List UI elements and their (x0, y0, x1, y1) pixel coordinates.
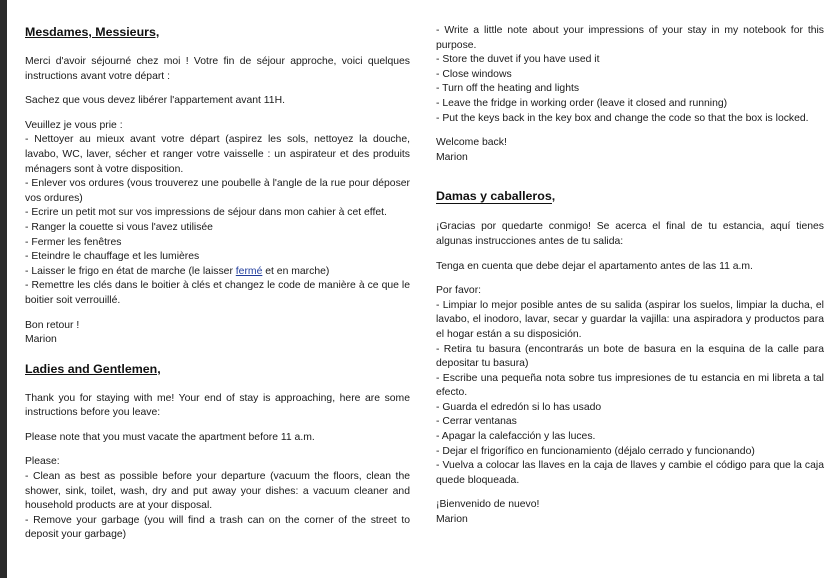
english-signature: Marion (436, 151, 468, 163)
english-heading: Ladies and Gentlemen, (25, 361, 161, 376)
list-item: - Fermer les fenêtres (25, 236, 122, 248)
list-item: - Store the duvet if you have used it (436, 54, 600, 66)
french-closing: Bon retour ! (25, 319, 80, 331)
list-item: - Remove your garbage (you will find a trash can on the corner of the street to deposit your garbage) (25, 514, 410, 541)
french-heading: Mesdames, Messieurs, (25, 25, 160, 39)
list-item: - Escribe una pequeña nota sobre tus impresiones de tu estancia en mi libreta a tal efecto. (436, 372, 824, 399)
list-item: - Close windows (436, 68, 512, 80)
list-item: - Ranger la couette si vous l'avez utilisée (25, 221, 213, 233)
page-edge-bar (0, 0, 7, 578)
fridge-text-before: - Laisser le frigo en état de marche (le laisser (25, 265, 236, 277)
list-item: - Turn off the heating and lights (436, 83, 580, 95)
french-signature: Marion (25, 334, 57, 346)
spanish-instructions (436, 284, 824, 488)
list-item: - Clean as best as possible before your departure (vacuum the floors, clean the shower, sink, toilet, wash, dry and put away your dishes: a vacuum cleaner and household products are at your disposal. (25, 471, 410, 512)
french-please: Veuillez je vous prie : (25, 119, 123, 131)
list-item: - Write a little note about your impressions of your stay in my notebook for this purpose. (436, 25, 824, 51)
spanish-please: Por favor: (436, 285, 482, 297)
english-vacate: Please note that you must vacate the apartment before 11 a.m. (25, 431, 315, 443)
list-item: - Eteindre le chauffage et les lumières (25, 251, 200, 263)
spanish-intro: ¡Gracias por quedarte conmigo! Se acerca el final de tu estancia, aquí tienes algunas instrucciones antes de tu salida: (436, 221, 824, 247)
list-item: - Limpiar lo mejor posible antes de su salida (aspirar los suelos, limpiar la ducha, el lavabo, el inodoro, lavar, secar y guardar la vajilla: una aspiradora y productos para el hogar están a su disposición. (436, 299, 824, 340)
spanish-heading-comma: , (551, 189, 556, 204)
english-instructions-right (436, 24, 824, 126)
list-item: - Dejar el frigorífico en funcionamiento (déjalo cerrado y funcionando) (436, 445, 755, 457)
ferme-link[interactable]: fermé (235, 265, 263, 277)
list-item: - Vuelva a colocar las llaves en la caja de llaves y cambie el código para que la caja quede bloqueada. (436, 460, 824, 486)
english-intro: Thank you for staying with me! Your end of stay is approaching, here are some instructions before you leave: (25, 392, 410, 419)
list-item: - Nettoyer au mieux avant votre départ (aspirez les sols, nettoyez la douche, lavabo, WC, laver, sécher et ranger votre vaisselle : un aspirateur et des produits ménagers sont à votre disposition. (25, 134, 410, 175)
english-closing: Welcome back! (436, 137, 507, 149)
french-instructions (25, 119, 410, 309)
english-instructions-left (25, 455, 410, 543)
list-item: - Cerrar ventanas (436, 416, 517, 428)
right-column (436, 24, 824, 528)
spanish-closing: ¡Bienvenido de nuevo! (436, 499, 540, 511)
fridge-text-after: et en marche) (262, 265, 330, 277)
list-item: - Guarda el edredón si lo has usado (436, 401, 602, 413)
french-vacate: Sachez que vous devez libérer l'appartement avant 11H. (25, 95, 285, 107)
spanish-vacate: Tenga en cuenta que debe dejar el apartamento antes de las 11 a.m. (436, 260, 753, 272)
english-please: Please: (25, 456, 60, 468)
french-intro: Merci d'avoir séjourné chez moi ! Votre fin de séjour approche, voici quelques instructions avant votre départ : (25, 56, 410, 82)
list-item: - Put the keys back in the key box and change the code so that the box is locked. (436, 112, 809, 124)
list-item: - Enlever vos ordures (vous trouverez une poubelle à l'angle de la rue pour déposer vos ordures) (25, 178, 410, 204)
left-column (25, 24, 410, 553)
spanish-signature: Marion (436, 514, 468, 526)
list-item: - Leave the fridge in working order (leave it closed and running) (436, 97, 728, 109)
spanish-heading: Damas y caballeros (436, 189, 552, 204)
list-item: - Apagar la calefacción y las luces. (436, 431, 596, 443)
list-item: - Ecrire un petit mot sur vos impressions de séjour dans mon cahier à cet effet. (25, 207, 387, 219)
list-item: - Remettre les clés dans le boitier à clés et changez le code de manière à ce que le boitier soit verrouillé. (25, 280, 410, 306)
list-item-fridge (25, 265, 410, 280)
list-item: - Retira tu basura (encontrarás un bote de basura en la esquina de la calle para depositar tu basura) (436, 343, 824, 370)
